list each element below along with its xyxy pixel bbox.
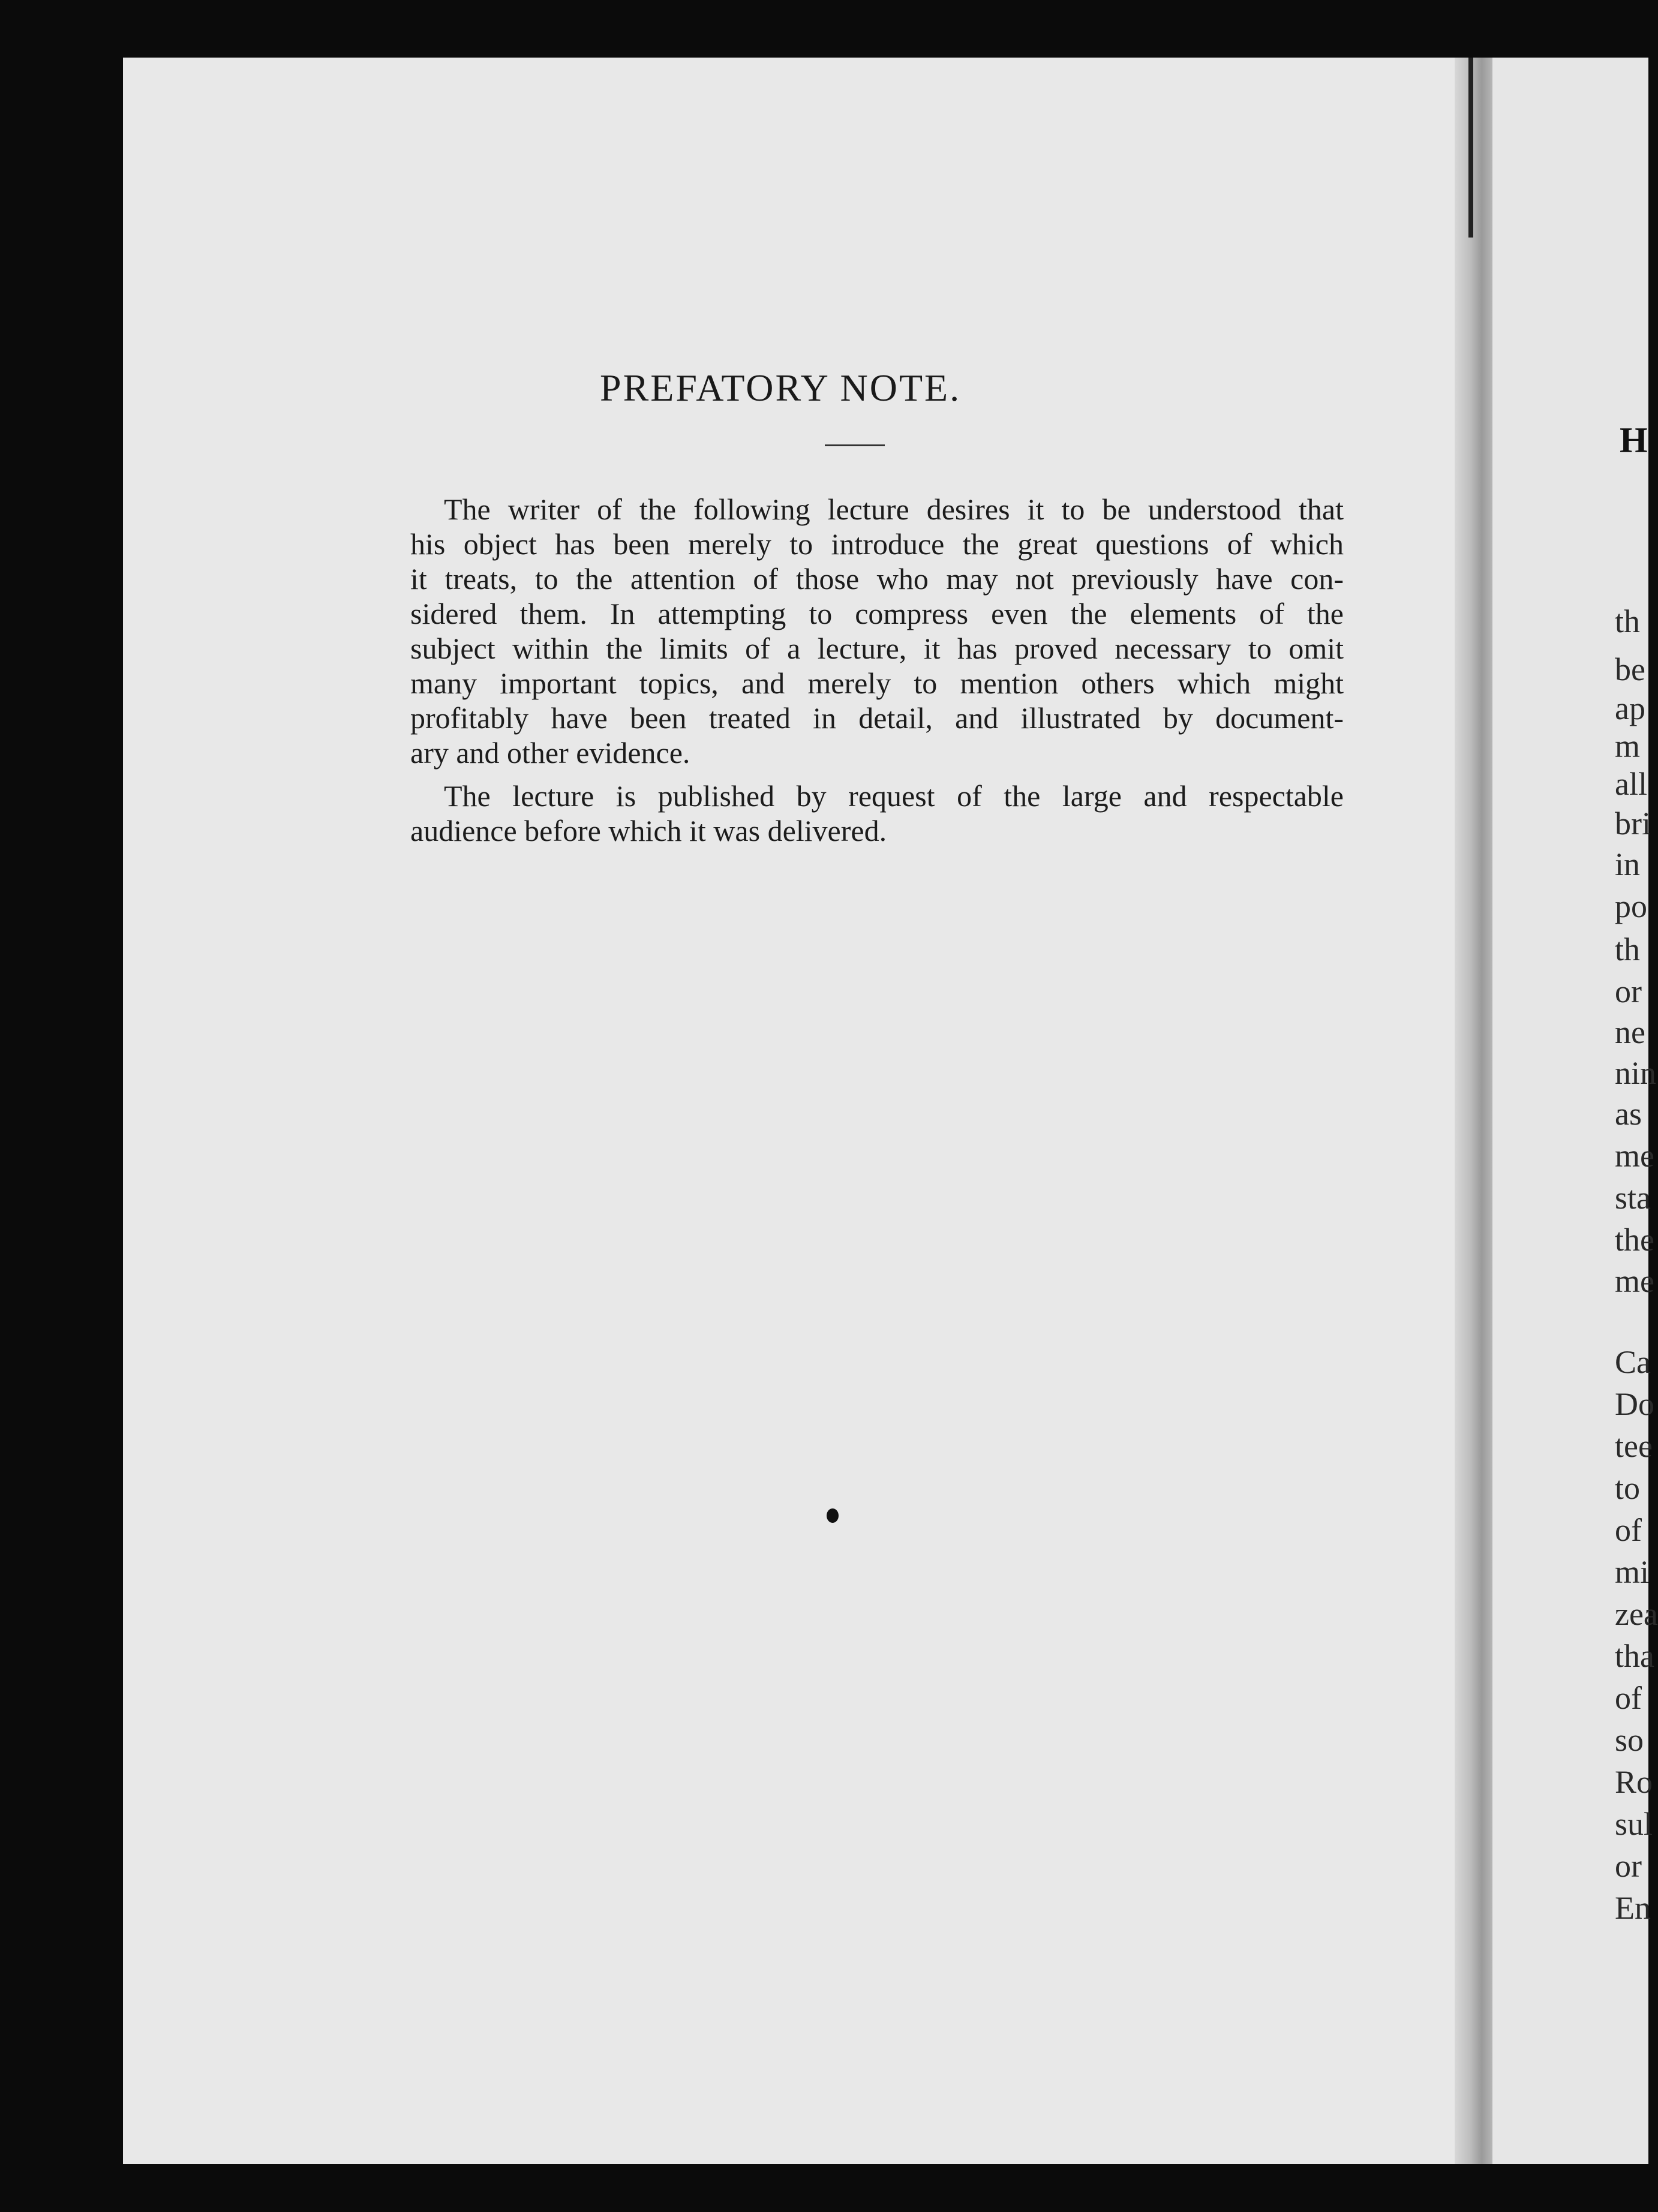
fragment-line: th	[1615, 603, 1641, 639]
text-line: profitably have been treated in detail, and illustrated by document-	[410, 701, 1344, 735]
page-title: PREFATORY NOTE.	[600, 366, 962, 409]
fragment-line: th	[1615, 931, 1641, 967]
binding-edge	[1468, 58, 1473, 238]
text-line: subject within the limits of a lecture, it has proved necessary to omit	[410, 632, 1344, 665]
fragment-line: tee	[1615, 1428, 1653, 1464]
text-line: audience before which it was delivered.	[410, 814, 887, 847]
note-body	[410, 492, 1344, 848]
fragment-line: to	[1615, 1470, 1641, 1506]
fragment-line: in	[1615, 846, 1641, 882]
fragment-line: or	[1615, 973, 1642, 1009]
fragment-line: po	[1615, 888, 1647, 924]
fragment-line: sta	[1615, 1180, 1651, 1216]
fragment-line: be	[1615, 651, 1645, 687]
fragment-line: zea	[1615, 1596, 1658, 1632]
fragment-line: or	[1615, 1848, 1642, 1884]
fragment-line: bri	[1615, 806, 1651, 841]
fragment-line: of	[1615, 1512, 1642, 1548]
fragment-line: me	[1615, 1138, 1654, 1174]
fragment-line: all	[1615, 766, 1647, 802]
fragment-line: so	[1615, 1722, 1644, 1758]
text-line: sidered them. In attempting to compress even the elements of the	[410, 597, 1344, 630]
fragment-line: mi	[1615, 1554, 1650, 1590]
fragment-line: En	[1615, 1890, 1651, 1926]
ink-dot	[827, 1508, 839, 1523]
fragment-line: tha	[1615, 1638, 1654, 1674]
fragment-line: Do	[1615, 1386, 1654, 1422]
text-line: The lecture is published by request of the large and respectable	[444, 779, 1344, 813]
title-rule	[825, 444, 885, 446]
fragment-line: the	[1615, 1222, 1654, 1258]
text-line: ary and other evidence.	[410, 736, 690, 770]
fragment-line: as	[1615, 1096, 1642, 1132]
text-line: many important topics, and merely to mention others which might	[410, 666, 1344, 700]
text-line: The writer of the following lecture desires it to be understood that	[444, 492, 1344, 526]
fragment-line: m	[1615, 728, 1641, 764]
fragment-line: of	[1615, 1680, 1642, 1716]
fragment-heading: H	[1620, 420, 1648, 460]
fragment-line: sul	[1615, 1806, 1653, 1842]
fragment-line: Ca	[1615, 1344, 1651, 1380]
fragment-line: ap	[1615, 690, 1645, 726]
fragment-line: me	[1615, 1263, 1654, 1299]
fragment-line: nin	[1615, 1055, 1657, 1091]
text-line: it treats, to the attention of those who may not previously have con-	[410, 562, 1344, 596]
fragment-line: ne	[1615, 1014, 1645, 1050]
fragment-line: Ro	[1615, 1764, 1653, 1800]
text-line: his object has been merely to introduce the great questions of which	[410, 527, 1344, 561]
